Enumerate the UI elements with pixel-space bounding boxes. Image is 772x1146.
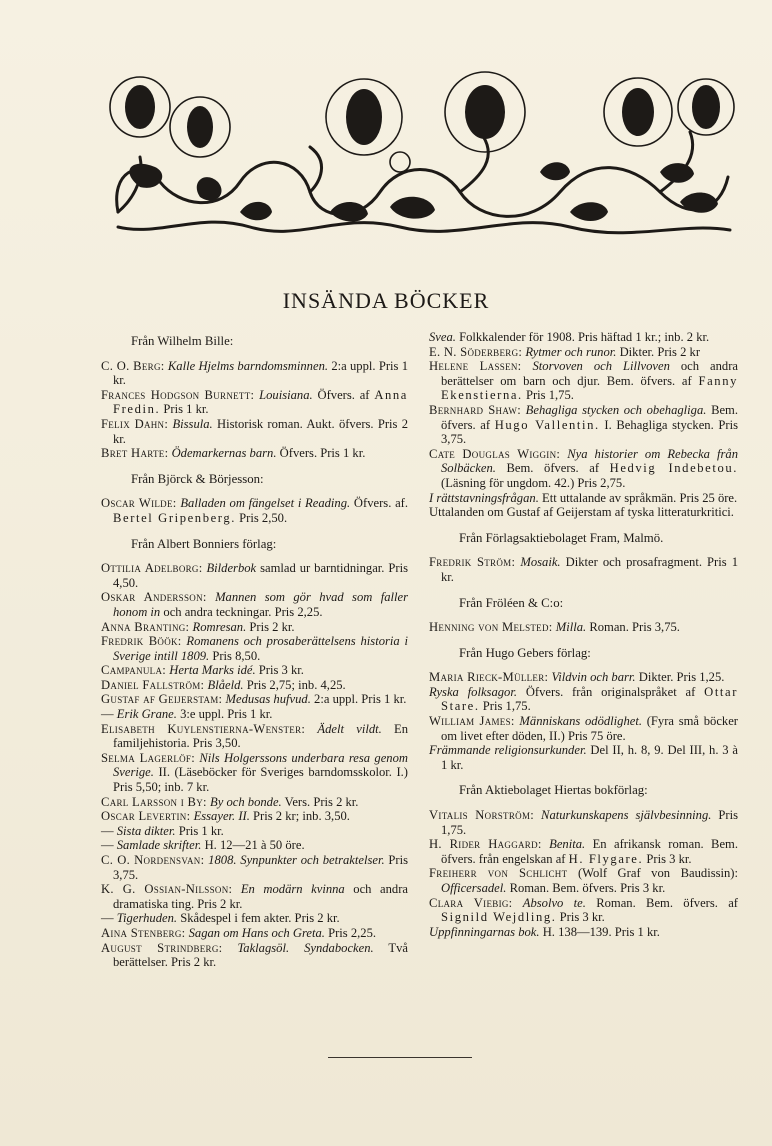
book-title: Bissula. xyxy=(172,416,213,431)
publisher-heading: Från Wilhelm Bille: xyxy=(131,334,234,348)
book-title: Uppfinningarnas bok. xyxy=(429,924,540,939)
details: H. 138—139. Pris 1 kr. xyxy=(542,924,660,939)
book-title: Romanens och prosaberättelsens historia i Sverige intill 1809. xyxy=(113,634,408,663)
publisher-heading: Från Björck & Börjesson: xyxy=(131,471,264,486)
book-entry xyxy=(101,722,408,751)
book-title: Blåeld. xyxy=(207,677,244,692)
book-entry xyxy=(101,941,408,970)
book-title: Sagan om Hans och Greta. xyxy=(188,925,325,940)
book-title: Rytmer och runor. xyxy=(525,344,617,359)
book-title: Essayer. II. xyxy=(193,809,250,824)
book-entry xyxy=(429,491,738,506)
book-entry xyxy=(429,345,738,360)
book-title: Mannen som gör hvad som faller honom in xyxy=(113,590,408,619)
book-title: Vildvin och barr. xyxy=(551,670,636,685)
author: Oskar Andersson: xyxy=(101,590,207,605)
book-entry xyxy=(429,714,738,743)
book-title: Ädelt vildt. xyxy=(317,721,382,736)
right-column xyxy=(429,330,738,939)
details: H. 12—21 à 50 öre. xyxy=(204,838,305,853)
details: Pris 2,75; inb. 4,25. xyxy=(246,677,346,692)
price: Roman. Bem. öfvers. Pris 3 kr. xyxy=(509,881,666,895)
details: Öfvers. Pris 1 kr. xyxy=(279,446,366,461)
book-title: Herta Marks idé. xyxy=(169,663,256,678)
author: Frances Hodgson Burnett: xyxy=(101,387,255,402)
book-entry xyxy=(101,838,408,853)
book-title: Balladen om fängelset i Reading. xyxy=(180,496,351,511)
details: och andra teckningar. Pris 2,25. xyxy=(163,604,323,619)
book-entry xyxy=(429,505,738,520)
page-title: INSÄNDA BÖCKER xyxy=(282,288,490,313)
book-title: Tigerhuden. xyxy=(116,911,178,926)
price: Pris 3 kr. xyxy=(559,910,605,925)
details: En familjehistoria. Pris 3,50. xyxy=(113,721,408,751)
author: Aina Stenberg: xyxy=(101,925,186,940)
author: Freiherr von Schlicht xyxy=(429,866,568,881)
book-title: Sista dikter. xyxy=(116,823,176,838)
details: 2:a uppl. Pris 1 kr. xyxy=(113,358,409,388)
author: Cate Douglas Wiggin: xyxy=(429,446,561,461)
book-title: By och bonde. xyxy=(210,794,282,809)
details: 3:e uppl. Pris 1 kr. xyxy=(180,707,273,722)
book-title: Benita. xyxy=(549,837,586,852)
book-entry xyxy=(429,447,738,491)
book-entry xyxy=(101,926,408,941)
details: samlad ur barntidningar. Pris 4,50. xyxy=(113,561,408,590)
author: Oscar Wilde: xyxy=(101,496,177,511)
book-entry xyxy=(101,359,408,388)
details: Folkkalender för 1908. Pris häftad 1 kr.; inb. 2 kr. xyxy=(459,330,710,344)
book-title: Officersadel. xyxy=(441,881,507,895)
book-title: Samlade skrifter. xyxy=(116,838,202,853)
details: 2:a uppl. Pris 1 kr. xyxy=(314,692,407,707)
book-title: Ödemarkernas barn. xyxy=(171,446,277,461)
details: II. (Läseböcker för Sveriges barndomsskolor. I.) Pris 5,50; inb. 7 kr. xyxy=(113,765,408,795)
translator: Fanny Ekenstierna. xyxy=(441,373,738,403)
book-title: Behagliga stycken och obehagliga. xyxy=(525,402,707,417)
translator: Bertel Gripenberg. xyxy=(113,510,236,525)
details: Öfvers. af xyxy=(317,387,370,402)
book-entry xyxy=(101,882,408,911)
details: Två berättelser. Pris 2 kr. xyxy=(113,940,409,970)
book-entry xyxy=(429,403,738,447)
book-title: 1808. xyxy=(208,853,237,867)
details: Dikter och prosafragment. Pris 1 kr. xyxy=(441,555,739,584)
details: Roman. Bem. öfvers. af xyxy=(596,895,738,910)
details: Skådespel i fem akter. Pris 2 kr. xyxy=(180,911,340,926)
details: Pris 2 kr. xyxy=(249,619,295,634)
details: (Fyra små böcker om livet efter döden, II.) Pris 75 öre. xyxy=(441,714,738,743)
book-entry xyxy=(101,751,408,795)
author: Gustaf af Geijerstam: xyxy=(101,692,223,707)
book-entry xyxy=(101,678,408,693)
ditto-dash: — xyxy=(101,707,114,722)
book-title: Medusas hufvud. xyxy=(225,692,311,707)
publisher-heading: Från Fröléen & C:o: xyxy=(459,595,564,610)
book-title: Nils Holgerssons underbara resa genom Sverige. xyxy=(113,750,408,780)
book-title: Mosaik. xyxy=(520,555,561,570)
author: Ottilia Adelborg: xyxy=(101,561,203,576)
author: Daniel Fallström: xyxy=(101,677,205,692)
details: Pris 1 kr. xyxy=(178,823,224,838)
price: I. Behagliga stycken. Pris 3,75. xyxy=(441,417,738,447)
details: Pris 1,75. xyxy=(441,808,738,837)
publisher-heading: Från Hugo Gebers förlag: xyxy=(459,645,591,660)
author: Maria Rieck-Müller: xyxy=(429,670,549,685)
translator: H. Flygare. xyxy=(568,851,644,866)
book-title: Kalle Hjelms barndomsminnen. xyxy=(167,358,329,373)
details: Pris 2,25. xyxy=(328,925,377,940)
book-entry xyxy=(429,925,738,940)
book-entry xyxy=(429,670,738,685)
ditto-dash: — xyxy=(101,911,114,926)
details: Bem. öfvers. af xyxy=(506,461,600,476)
price: Pris 1,75. xyxy=(525,388,574,403)
details: Roman. Pris 3,75. xyxy=(589,620,680,635)
book-entry xyxy=(429,359,738,403)
author: Carl Larsson i By: xyxy=(101,794,207,809)
author: Fredrik Böök: xyxy=(101,634,182,649)
publisher-heading: Från Albert Bonniers förlag: xyxy=(131,536,277,551)
left-column xyxy=(101,330,408,970)
price: Pris 2,50. xyxy=(239,510,288,525)
details: Pris 3 kr. xyxy=(258,663,304,678)
details: Dikter. Pris 2 kr xyxy=(619,344,701,359)
details: Pris 8,50. xyxy=(212,648,261,663)
details: Del II, h. 8, 9. Del III, h. 3 à 1 kr. xyxy=(441,743,738,772)
book-title: Louisiana. xyxy=(259,387,313,402)
book-title: En modärn kvinna xyxy=(240,882,345,897)
author: C. O. Nordensvan: xyxy=(101,853,205,867)
details: Öfvers. från originalspråket af xyxy=(525,684,696,699)
book-title: Ryska folksagor. xyxy=(429,684,517,699)
details: Pris 2 kr; inb. 3,50. xyxy=(253,809,350,824)
book-entry xyxy=(101,663,408,678)
book-entry xyxy=(101,417,408,446)
book-title: Nya historier om Rebecka från Solbäcken. xyxy=(441,446,738,476)
ditto-dash: — xyxy=(101,823,114,838)
book-entry xyxy=(101,634,408,663)
book-entry xyxy=(101,446,408,461)
translator: Hedvig Indebetou. xyxy=(609,461,738,476)
book-title: Svea. xyxy=(429,330,456,344)
book-entry xyxy=(429,808,738,837)
book-title: Bilderbok xyxy=(206,561,257,576)
author: E. N. Söderberg: xyxy=(429,344,523,359)
book-entry xyxy=(101,707,408,722)
author: Fredrik Ström: xyxy=(429,555,516,570)
translator: Hugo Vallentin. xyxy=(494,417,600,432)
translator: Anna Fredin. xyxy=(113,387,408,417)
author: Vitalis Norström: xyxy=(429,808,535,823)
author: Clara Viebig: xyxy=(429,895,513,910)
book-entry xyxy=(429,896,738,925)
author: K. G. Ossian-Nilsson: xyxy=(101,882,233,897)
book-entry xyxy=(429,743,738,772)
details: Ett uttalande av språkmän. Pris 25 öre. xyxy=(542,490,738,505)
book-title: Taklagsöl. Syndabocken. xyxy=(237,940,374,955)
publisher-heading: Från Aktiebolaget Hiertas bokförlag: xyxy=(459,783,648,798)
author: H. Rider Haggard: xyxy=(429,837,542,852)
book-entry xyxy=(101,590,408,619)
book-title: I rättstavningsfrågan. xyxy=(429,490,539,505)
details: Historisk roman. Aukt. öfvers. Pris 2 kr. xyxy=(113,416,409,446)
details: En afrikansk roman. Bem. öfvers. från engelskan af xyxy=(441,837,738,866)
details: Pris 3,75. xyxy=(113,853,408,882)
author: August Strindberg: xyxy=(101,940,223,955)
author: Campanula: xyxy=(101,663,167,678)
book-title: Storvoven och Lillvoven xyxy=(532,359,670,374)
details: Uttalanden om Gustaf af Geijerstam af tyska litteraturkritici. xyxy=(429,505,734,520)
author: Oscar Levertin: xyxy=(101,809,191,824)
book-title: Erik Grane. xyxy=(116,707,177,722)
publisher-heading: Från Förlagsaktiebolaget Fram, Malmö. xyxy=(459,530,664,545)
book-entry xyxy=(101,561,408,590)
book-title: Främmande religionsurkunder. xyxy=(429,743,587,758)
book-entry xyxy=(429,685,738,714)
author: C. O. Berg: xyxy=(101,358,165,373)
book-entry xyxy=(429,620,738,635)
book-entry xyxy=(429,837,738,866)
book-title: Människans odödlighet. xyxy=(519,714,643,729)
book-title: Naturkunskapens självbesinning. xyxy=(541,808,712,823)
book-entry xyxy=(101,692,408,707)
translator: Ottar Stare. xyxy=(441,684,739,714)
details: och andra dramatiska ting. Pris 2 kr. xyxy=(113,882,408,911)
author: Helene Lassen: xyxy=(429,359,522,374)
book-entry xyxy=(101,824,408,839)
author: Henning von Melsted: xyxy=(429,620,553,635)
details: Bem. öfvers. af xyxy=(441,402,738,432)
details: Vers. Pris 2 kr. xyxy=(284,794,359,809)
book-title: Absolvo te. xyxy=(522,895,586,910)
price: Pris 1,75. xyxy=(482,699,531,714)
details: (Wolf Graf von Baudissin): xyxy=(577,866,738,881)
closing-rule xyxy=(328,1057,472,1058)
book-entry xyxy=(101,853,408,882)
book-entry xyxy=(101,911,408,926)
author: Felix Dahn: xyxy=(101,416,169,431)
ditto-dash: — xyxy=(101,838,114,853)
book-title: Milla. xyxy=(555,620,587,635)
author: Selma Lagerlöf: xyxy=(101,750,196,765)
author: William James: xyxy=(429,714,515,729)
author: Anna Branting: xyxy=(101,619,190,634)
book-entry xyxy=(101,620,408,635)
price: Pris 3 kr. xyxy=(646,851,692,866)
book-entry xyxy=(429,555,738,584)
details: Dikter. Pris 1,25. xyxy=(638,670,725,685)
price: (Läsning för ungdom. 42.) Pris 2,75. xyxy=(441,475,626,490)
book-entry xyxy=(429,866,738,895)
price: Pris 1 kr. xyxy=(163,402,209,417)
author: Elisabeth Kuylenstierna-Wenster: xyxy=(101,721,306,736)
sunflower-ornament-image xyxy=(100,62,740,242)
author: Bret Harte: xyxy=(101,446,169,461)
details: och andra berättelser om barn och djur. Bem. öfvers. af xyxy=(441,359,739,388)
book-title: Romresan. xyxy=(192,619,247,634)
author: Bernhard Shaw: xyxy=(429,402,522,417)
translator: Signild Wejdling. xyxy=(441,910,557,925)
book-entry xyxy=(429,330,738,345)
book-entry xyxy=(101,496,408,525)
details: Öfvers. af. xyxy=(353,496,408,511)
book-subtitle: Synpunkter och betraktelser. xyxy=(240,853,385,867)
book-entry xyxy=(101,809,408,824)
book-entry xyxy=(101,388,408,417)
book-entry xyxy=(101,795,408,810)
